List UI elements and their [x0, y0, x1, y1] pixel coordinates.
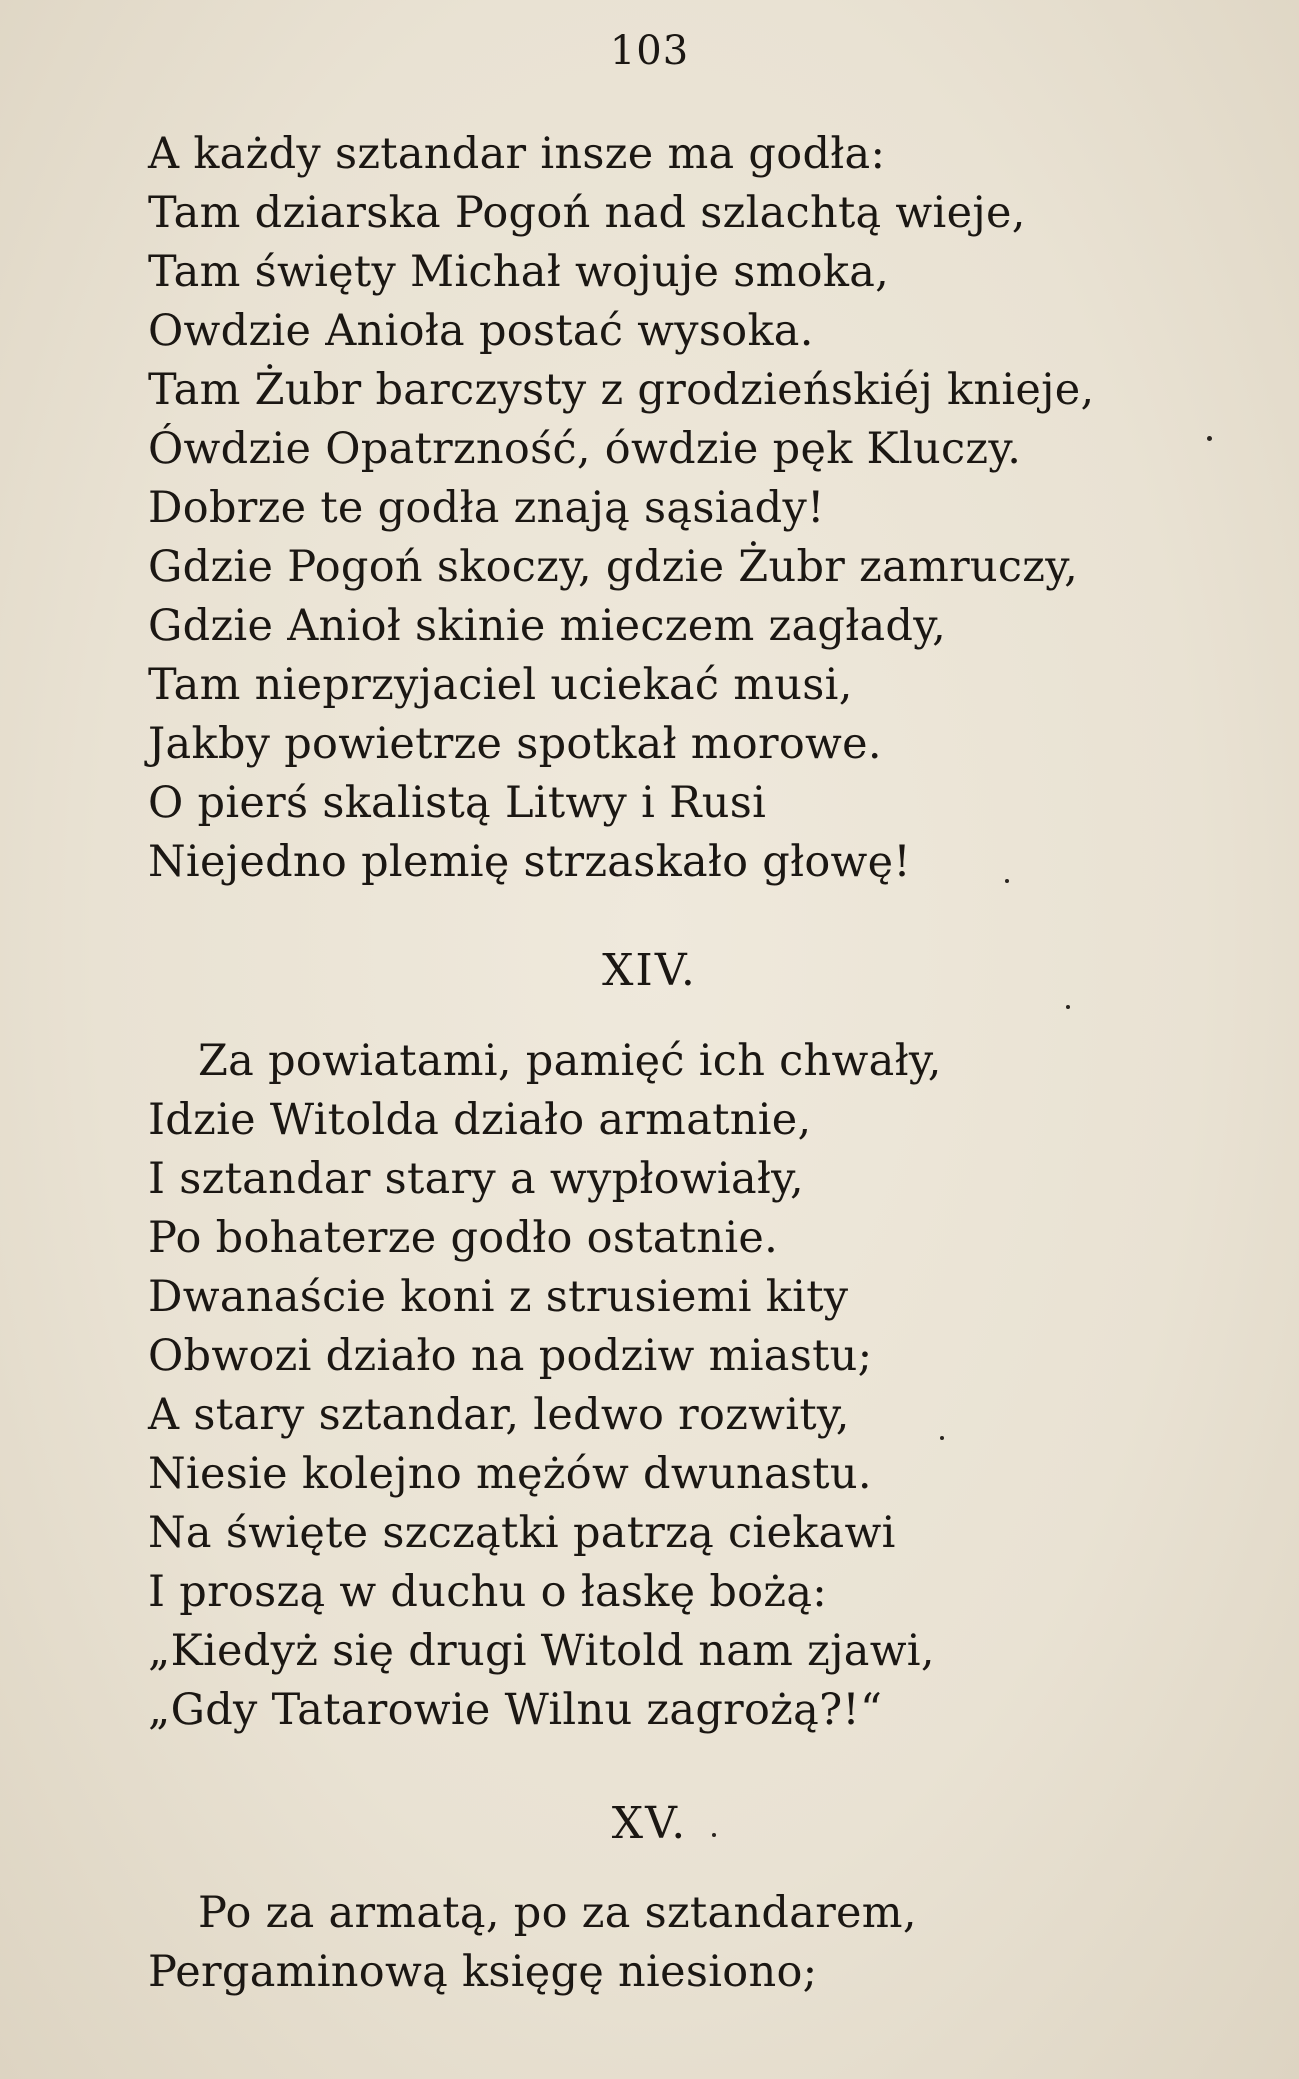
paper-speck [940, 1436, 944, 1440]
paper-speck [1066, 1005, 1070, 1009]
verse-line: Niesie kolejno mężów dwunastu. [148, 1449, 872, 1499]
verse-line: Niejedno plemię strzaskało głowę! [148, 837, 911, 887]
verse-line: Tam nieprzyjaciel uciekać musi, [148, 660, 853, 710]
verse-line: Tam Żubr barczysty z grodzieńskiéj knieje, [148, 365, 1095, 415]
verse-line: „Kiedyż się drugi Witold nam zjawi, [148, 1626, 935, 1676]
verse-line: Obwozi działo na podziw miastu; [148, 1331, 873, 1381]
verse-line: I proszą w duchu o łaskę bożą: [148, 1567, 828, 1617]
verse-line: Tam dziarska Pogoń nad szlachtą wieje, [148, 188, 1026, 238]
verse-line: A stary sztandar, ledwo rozwity, [148, 1390, 850, 1440]
paper-speck [712, 1833, 716, 1837]
page-number: 103 [609, 28, 690, 74]
verse-line: Ówdzie Opatrzność, ówdzie pęk Kluczy. [148, 424, 1022, 474]
verse-line: Gdzie Anioł skinie mieczem zagłady, [148, 601, 947, 651]
verse-line: A każdy sztandar insze ma godła: [148, 129, 886, 179]
verse-line: Po za armatą, po za sztandarem, [198, 1888, 917, 1938]
stanza-opening [148, 125, 1095, 892]
paper-speck [1005, 879, 1009, 883]
verse-line: Dobrze te godła znają sąsiady! [148, 483, 825, 533]
stanza-xv [148, 1884, 917, 2002]
verse-line: Idzie Witolda działo armatnie, [148, 1095, 812, 1145]
verse-line: Jakby powietrze spotkał morowe. [148, 719, 882, 769]
verse-line: I sztandar stary a wypłowiały, [148, 1154, 805, 1204]
paper-speck [1207, 436, 1212, 441]
section-heading-xv: XV. [611, 1798, 688, 1849]
verse-line: Gdzie Pogoń skoczy, gdzie Żubr zamruczy, [148, 542, 1079, 592]
verse-line: Tam święty Michał wojuje smoka, [148, 247, 890, 297]
verse-line: Owdzie Anioła postać wysoka. [148, 306, 814, 356]
verse-line: Po bohaterze godło ostatnie. [148, 1213, 779, 1263]
verse-line: O pierś skalistą Litwy i Rusi [148, 778, 767, 828]
section-heading-xiv: XIV. [602, 945, 697, 996]
verse-line: Pergaminową księgę niesiono; [148, 1947, 818, 1997]
verse-line: Na święte szczątki patrzą ciekawi [148, 1508, 896, 1558]
verse-line: „Gdy Tatarowie Wilnu zagrożą?!“ [148, 1685, 883, 1735]
verse-line: Za powiatami, pamięć ich chwały, [198, 1036, 942, 1086]
verse-line: Dwanaście koni z strusiemi kity [148, 1272, 849, 1322]
stanza-xiv [148, 1032, 942, 1740]
